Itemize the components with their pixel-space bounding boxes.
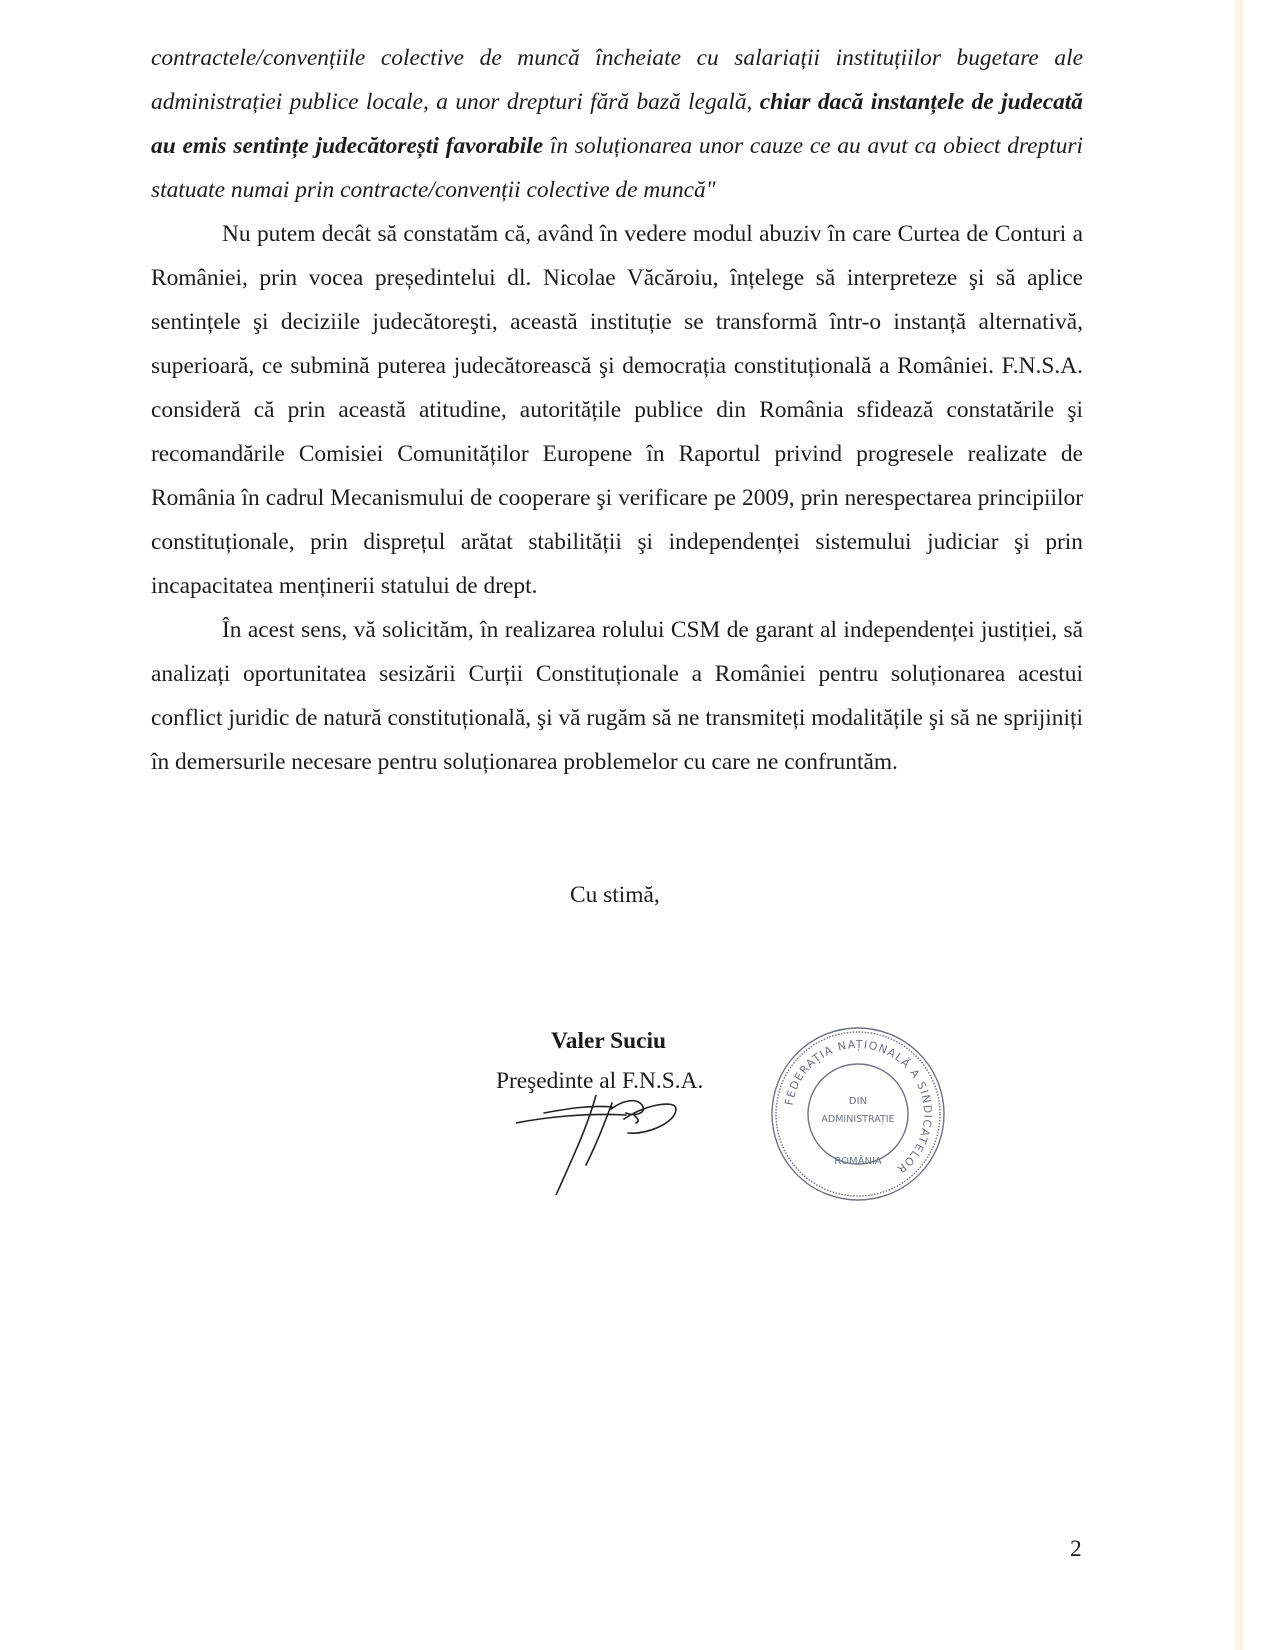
quote-text-part1: contractele/convențiile colective de muncă încheiate cu salariații instituțiilor bugetare ale administrației publice locale, a unor drepturi fără bază legală, — [151, 45, 1083, 115]
closing-salutation: Cu stimă, — [570, 882, 660, 908]
quoted-paragraph — [151, 36, 1083, 212]
signer-name: Valer Suciu — [551, 1028, 667, 1054]
quote-text-part2: în soluționarea unor cauze ce au avut ca obiect drepturi statuate numai prin contracte/convenții colective de muncă" — [151, 133, 1083, 203]
quote-emphasis: chiar dacă instanțele de judecată au emis sentințe judecătorești favorabile — [151, 89, 1083, 159]
handwritten-signature — [516, 1095, 696, 1195]
page-number: 2 — [1070, 1536, 1082, 1562]
paragraph-court-of-auditors: Nu putem decât să constatăm că, având în vedere modul abuziv în care Curtea de Conturi a României, prin vocea președintelui dl. Nicolae Văcăroiu, înțelege să interpreteze şi să aplice sentințele şi deciziile judecătoreşti, această instituție se transformă într-o instanță alternativă, superioară, ce submină puterea judecătorească şi democrația constituțională a României. F.N.S.A. consideră că prin această atitudine, autoritățile publice din România sfidează constatările şi recomandările Comisiei Comunităților Europene în Raportul privind progresele realizate de România în cadrul Mecanismului de cooperare şi verificare pe 2009, prin nerespectarea principiilor constituționale, prin disprețul arătat stabilității şi independenței sistemului judiciar şi prin incapacitatea menținerii statului de drept. — [151, 221, 1083, 599]
letter-body — [151, 36, 1083, 784]
scan-edge-shadow — [1232, 0, 1246, 1650]
stamp-bottom-text: ROMÂNIA — [834, 1156, 882, 1167]
stamp-ring-text: FEDERAȚIA NAȚIONALĂ A SINDICATELOR — [782, 1037, 935, 1177]
signer-role: Preşedinte al F.N.S.A. — [496, 1068, 704, 1094]
organization-stamp — [768, 1024, 948, 1204]
stamp-center-main: ADMINISTRAȚIE — [821, 1114, 895, 1125]
stamp-center-top: DIN — [848, 1096, 868, 1107]
paragraph-request: În acest sens, vă solicităm, în realizarea rolului CSM de garant al independenței justiției, să analizați oportunitatea sesizării Curții Constituționale a României pentru soluționarea acestui conflict juridic de natură constituțională, şi vă rugăm să ne transmiteți modalitățile şi să ne sprijiniți în demersurile necesare pentru soluționarea problemelor cu care ne confruntăm. — [151, 617, 1083, 775]
